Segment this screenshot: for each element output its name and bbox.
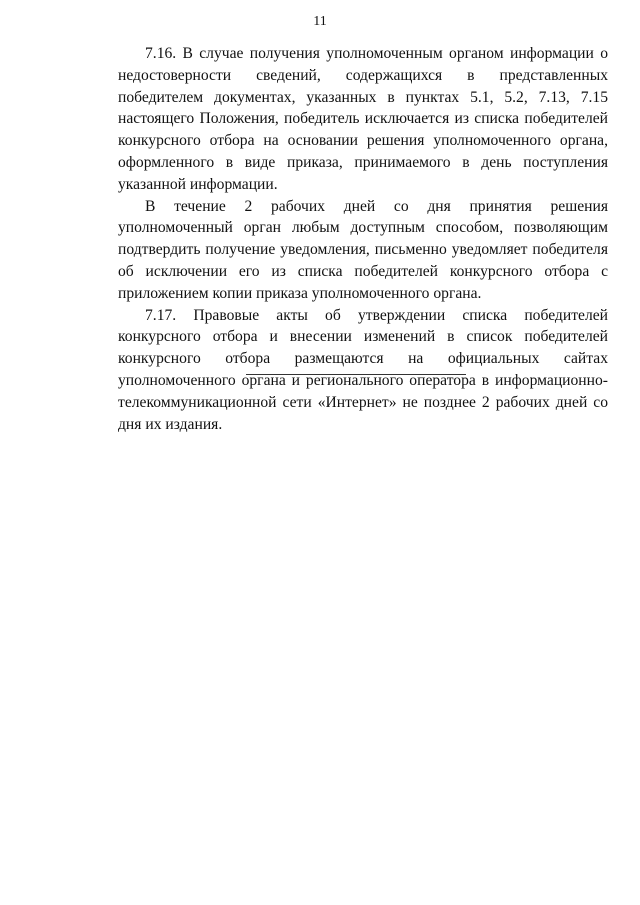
end-of-text-rule bbox=[246, 374, 466, 375]
paragraph-notification: В течение 2 рабочих дней со дня принятия решения уполномоченный орган любым доступным способом, позволяющим подтвердить получение уведомления, письменно уведомляет победителя об исключении его из списка победителей конкурсного отбора с приложением копии приказа уполномоченного органа. bbox=[118, 197, 608, 302]
paragraph-7-16: 7.16. В случае получения уполномоченным органом информации о недостоверности сведений, содержащихся в представленных победителем документах, указанных в пунктах 5.1, 5.2, 7.13, 7.15 настоящего Положения, победитель исключается из списка победителей конкурсного отбора на основании решения уполномоченного органа, оформленного в виде приказа, принимаемого в день поступления указанной информации. bbox=[118, 45, 608, 193]
paragraph-7-17: 7.17. Правовые акты об утверждении списка победителей конкурсного отбора и внесении изменений в список победителей конкурсного отбора размещаются на официальных сайтах уполномоченного органа и регионального оператора в информационно-телекоммуникационной сети «Интернет» не позднее 2 рабочих дней со дня их издания. bbox=[118, 306, 608, 433]
page-number: 11 bbox=[313, 14, 327, 29]
document-body bbox=[118, 43, 608, 435]
